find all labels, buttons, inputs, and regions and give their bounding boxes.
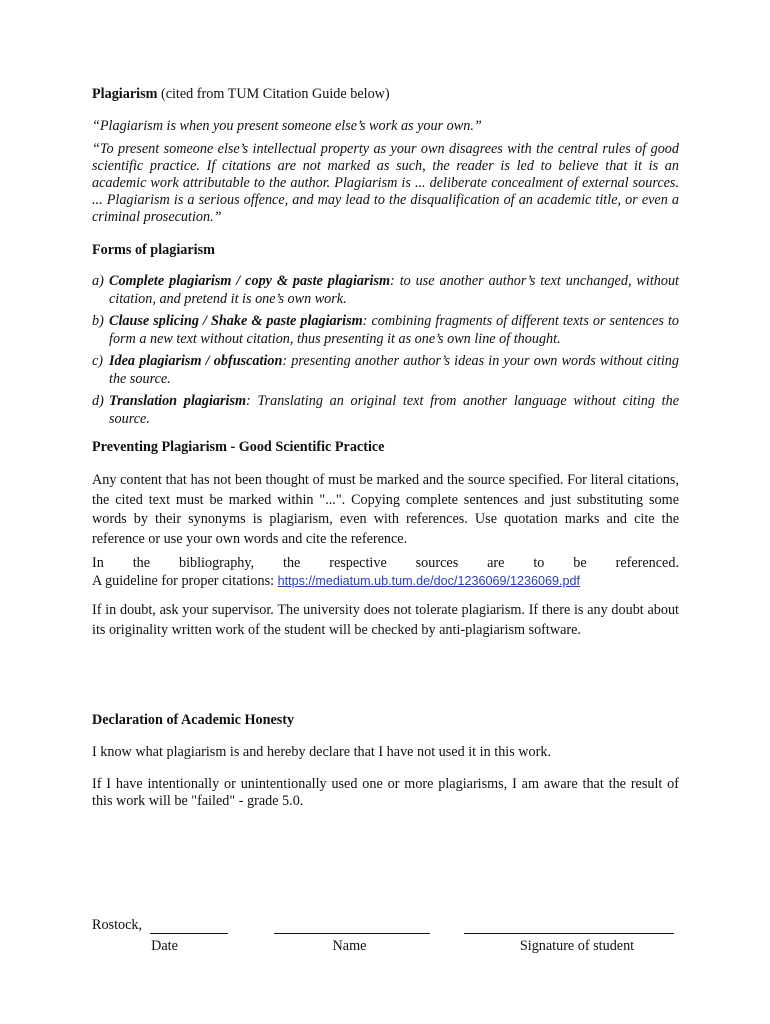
form-item-d — [92, 393, 679, 428]
item-term: Idea plagiarism / obfuscation — [109, 353, 283, 369]
guideline-text: A guideline for proper citations: — [92, 573, 278, 589]
item-label: c) — [92, 353, 104, 369]
item-label: b) — [92, 313, 104, 329]
date-caption: Date — [151, 938, 178, 954]
item-desc: : combining fragments of different texts or sentences to form a new text without citation, thus presenting it as one’s own line of thought. — [109, 313, 679, 347]
guideline-link[interactable]: https://mediatum.ub.tum.de/doc/1236069/1236069.pdf — [277, 574, 581, 588]
preventing-heading: Preventing Plagiarism - Good Scientific Practice — [92, 439, 385, 455]
name-caption: Name — [332, 938, 367, 954]
date-line — [150, 933, 228, 934]
forms-heading: Forms of plagiarism — [92, 242, 215, 258]
signature-line — [464, 933, 674, 934]
declaration-para-2: If I have intentionally or unintentionally used one or more plagiarisms, I am aware that the result of this work will be "failed" - grade 5.0. — [92, 776, 679, 809]
form-item-b — [92, 313, 679, 348]
item-desc: : Translating an original text from another language without citing the source. — [109, 393, 679, 427]
name-line — [274, 933, 430, 934]
item-term: Clause splicing / Shake & paste plagiarism — [109, 313, 363, 329]
form-item-a — [92, 273, 679, 308]
item-desc: : presenting another author’s ideas in your own words without citing the source. — [109, 353, 679, 387]
form-item-c — [92, 353, 679, 388]
item-term: Complete plagiarism / copy & paste plagiarism — [109, 273, 391, 289]
place-label: Rostock, — [92, 917, 143, 933]
preventing-para-2-line-2 — [92, 573, 679, 590]
signature-caption: Signature of student — [519, 938, 635, 954]
signature-block — [92, 917, 679, 957]
quote-short: “Plagiarism is when you present someone else’s work as your own.” — [92, 118, 482, 134]
section-title — [92, 86, 679, 103]
quote-long: “To present someone else’s intellectual property as your own disagrees with the central rules of good scientific practice. If citations are not marked as such, the reader is led to believe that it is an academic work attributable to the author. Plagiarism is ... deliberate concealment of external sources. ... Plagiarism is a serious offence, and may lead to the disqualification of an academic title, or even a criminal prosecution.” — [92, 141, 679, 225]
title-bold: Plagiarism — [92, 86, 158, 102]
preventing-para-2-line-1: In the bibliography, the respective sources are to be referenced. — [92, 555, 679, 571]
declaration-heading: Declaration of Academic Honesty — [92, 712, 295, 728]
document-body — [92, 86, 679, 810]
item-term: Translation plagiarism — [109, 393, 247, 409]
declaration-para-1: I know what plagiarism is and hereby declare that I have not used it in this work. — [92, 744, 552, 760]
preventing-para-3: If in doubt, ask your supervisor. The university does not tolerate plagiarism. If there is any doubt about its originality written work of the student will be checked by anti-plagiarism software. — [92, 602, 679, 638]
item-label: a) — [92, 273, 104, 289]
preventing-para-1: Any content that has not been thought of must be marked and the source specified. For literal citations, the cited text must be marked within "...". Copying complete sentences and just substituting some words by their synonyms is plagiarism, even with references. Use quotation marks and cite the reference or use your own words and cite the reference. — [92, 472, 679, 547]
item-desc: : to use another author’s text unchanged, without citation, and pretend it is one’s own work. — [109, 273, 679, 307]
item-label: d) — [92, 393, 104, 409]
title-subtitle: (cited from TUM Citation Guide below) — [157, 86, 390, 102]
